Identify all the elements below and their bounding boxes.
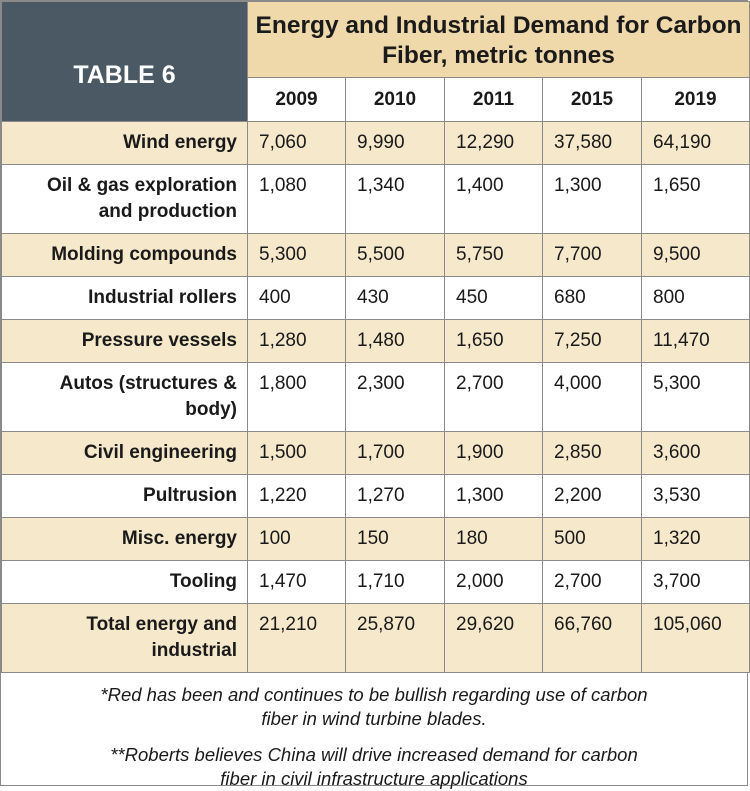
cell-value: 9,990 bbox=[346, 122, 445, 165]
cell-value: 1,300 bbox=[445, 475, 543, 518]
table-label: TABLE 6 bbox=[2, 2, 248, 122]
cell-value: 1,080 bbox=[248, 165, 346, 234]
cell-value: 7,060 bbox=[248, 122, 346, 165]
cell-value: 1,270 bbox=[346, 475, 445, 518]
table-title: Energy and Industrial Demand for Carbon Fiber, metric tonnes bbox=[248, 2, 750, 78]
cell-value: 500 bbox=[543, 518, 642, 561]
cell-value: 21,210 bbox=[248, 604, 346, 673]
cell-value: 4,000 bbox=[543, 363, 642, 432]
table-row bbox=[2, 363, 750, 432]
year-header: 2019 bbox=[642, 78, 750, 122]
cell-value: 800 bbox=[642, 277, 750, 320]
row-label: Molding compounds bbox=[2, 234, 248, 277]
table-row bbox=[2, 604, 750, 673]
cell-value: 25,870 bbox=[346, 604, 445, 673]
table-row bbox=[2, 122, 750, 165]
row-label: Misc. energy bbox=[2, 518, 248, 561]
cell-value: 2,200 bbox=[543, 475, 642, 518]
year-header: 2015 bbox=[543, 78, 642, 122]
cell-value: 1,700 bbox=[346, 432, 445, 475]
cell-value: 1,400 bbox=[445, 165, 543, 234]
cell-value: 150 bbox=[346, 518, 445, 561]
cell-value: 3,700 bbox=[642, 561, 750, 604]
row-label: Wind energy bbox=[2, 122, 248, 165]
cell-value: 1,650 bbox=[445, 320, 543, 363]
footnotes bbox=[1, 673, 747, 791]
row-label: Pressure vessels bbox=[2, 320, 248, 363]
cell-value: 3,530 bbox=[642, 475, 750, 518]
cell-value: 2,700 bbox=[445, 363, 543, 432]
table-row bbox=[2, 518, 750, 561]
table-row bbox=[2, 165, 750, 234]
cell-value: 1,300 bbox=[543, 165, 642, 234]
cell-value: 1,710 bbox=[346, 561, 445, 604]
cell-value: 1,650 bbox=[642, 165, 750, 234]
cell-value: 1,320 bbox=[642, 518, 750, 561]
cell-value: 1,220 bbox=[248, 475, 346, 518]
cell-value: 5,300 bbox=[642, 363, 750, 432]
cell-value: 180 bbox=[445, 518, 543, 561]
cell-value: 64,190 bbox=[642, 122, 750, 165]
row-label: Autos (structures & body) bbox=[2, 363, 248, 432]
row-label: Total energy and industrial bbox=[2, 604, 248, 673]
cell-value: 37,580 bbox=[543, 122, 642, 165]
demand-table bbox=[1, 1, 750, 673]
cell-value: 7,700 bbox=[543, 234, 642, 277]
row-label: Civil engineering bbox=[2, 432, 248, 475]
cell-value: 9,500 bbox=[642, 234, 750, 277]
cell-value: 12,290 bbox=[445, 122, 543, 165]
cell-value: 430 bbox=[346, 277, 445, 320]
cell-value: 3,600 bbox=[642, 432, 750, 475]
cell-value: 105,060 bbox=[642, 604, 750, 673]
table-row bbox=[2, 561, 750, 604]
cell-value: 29,620 bbox=[445, 604, 543, 673]
table-row bbox=[2, 475, 750, 518]
table-row bbox=[2, 432, 750, 475]
cell-value: 11,470 bbox=[642, 320, 750, 363]
cell-value: 2,850 bbox=[543, 432, 642, 475]
cell-value: 1,500 bbox=[248, 432, 346, 475]
year-header: 2009 bbox=[248, 78, 346, 122]
cell-value: 1,900 bbox=[445, 432, 543, 475]
cell-value: 5,750 bbox=[445, 234, 543, 277]
cell-value: 680 bbox=[543, 277, 642, 320]
table-row bbox=[2, 234, 750, 277]
cell-value: 2,700 bbox=[543, 561, 642, 604]
cell-value: 2,300 bbox=[346, 363, 445, 432]
cell-value: 450 bbox=[445, 277, 543, 320]
table-body bbox=[2, 122, 750, 673]
cell-value: 2,000 bbox=[445, 561, 543, 604]
table-row bbox=[2, 277, 750, 320]
year-header: 2011 bbox=[445, 78, 543, 122]
row-label: Industrial rollers bbox=[2, 277, 248, 320]
cell-value: 7,250 bbox=[543, 320, 642, 363]
year-header: 2010 bbox=[346, 78, 445, 122]
footnote-civil: **Roberts believes China will drive increased demand for carbon fiber in civil infrastructure applications bbox=[110, 744, 638, 789]
row-label: Tooling bbox=[2, 561, 248, 604]
cell-value: 1,280 bbox=[248, 320, 346, 363]
cell-value: 5,300 bbox=[248, 234, 346, 277]
footnote-wind: *Red has been and continues to be bullish regarding use of carbon fiber in wind turbine blades. bbox=[100, 684, 648, 729]
table-row bbox=[2, 320, 750, 363]
cell-value: 1,340 bbox=[346, 165, 445, 234]
row-label: Pultrusion bbox=[2, 475, 248, 518]
cell-value: 1,470 bbox=[248, 561, 346, 604]
cell-value: 1,480 bbox=[346, 320, 445, 363]
cell-value: 400 bbox=[248, 277, 346, 320]
cell-value: 100 bbox=[248, 518, 346, 561]
row-label: Oil & gas exploration and production bbox=[2, 165, 248, 234]
cell-value: 66,760 bbox=[543, 604, 642, 673]
cell-value: 1,800 bbox=[248, 363, 346, 432]
cell-value: 5,500 bbox=[346, 234, 445, 277]
